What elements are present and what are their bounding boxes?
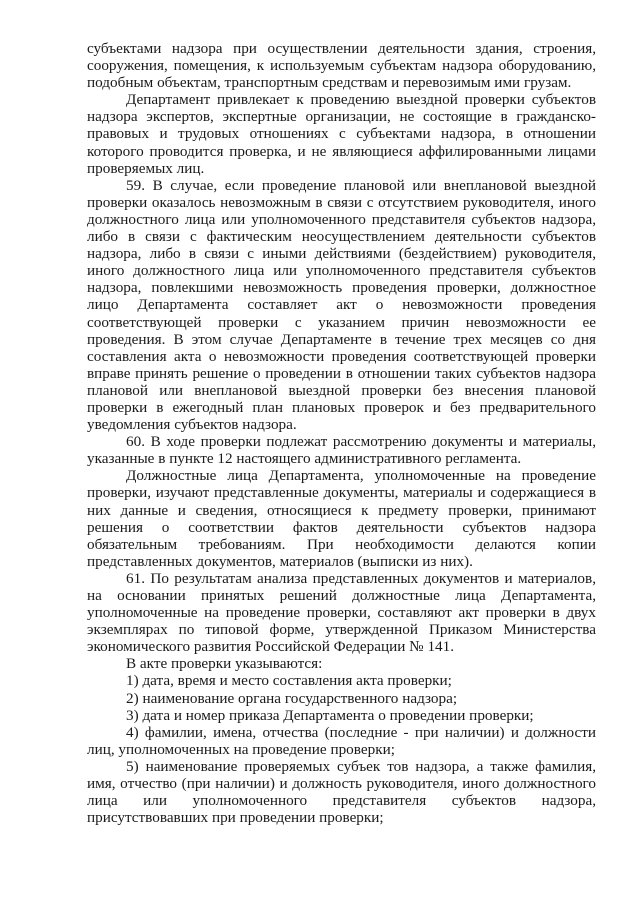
paragraph-2: Департамент привлекает к проведению выездной проверки субъектов надзора экспертов, экспертные организации, не состоящие в гражданско-правовых и трудовых отношениях с субъектами надзора, в отношении которого проводится проверка, и не являющиеся аффилированными лицами проверяемых лиц. [87,91,596,177]
document-body [87,40,596,826]
list-item-4: 4) фамилии, имена, отчества (последние - при наличии) и должности лиц, уполномоченных на проведение проверки; [87,723,596,758]
list-item-5: 5) наименование проверяемых субъек тов надзора, а также фамилия, имя, отчество (при наличии) и должность руководителя, иного должностного лица или уполномоченного представителя субъектов надзора, присутствовавших при проведении проверки; [87,757,596,827]
paragraph-60: 60. В ходе проверки подлежат рассмотрению документы и материалы, указанные в пункте 12 настоящего административного регламента. [87,433,596,468]
list-item-1: 1) дата, время и место составления акта проверки; [126,672,452,690]
list-item-2: 2) наименование органа государственного надзора; [126,689,458,707]
paragraph-59: 59. В случае, если проведение плановой или внеплановой выездной проверки оказалось невозможным в связи с отсутствием руководителя, иного должностного лица или уполномоченного представителя субъектов надзора, либо в связи с фактическим неосуществлением деятельности субъектов надзора, либо в связи с иными действиями (бездействием) руководителя, иного должностного лица или уполномоченного представителя субъектов надзора, повлекшими невозможность проведения проверки, должностное лицо Департамента составляет акт о невозможности проведения соответствующей проверки с указанием причин невозможности ее проведения. В этом случае Департаменте в течение трех месяцев со дня составления акта о невозможности проведения соответствующей проверки вправе принять решение о проведении в отношении таких субъектов надзора плановой или внеплановой выездной проверки без внесения плановой проверки в ежегодный план плановых проверок и без предварительного уведомления субъектов надзора. [87,176,596,434]
list-item-3: 3) дата и номер приказа Департамента о проведении проверки; [126,706,534,724]
paragraph-officials: Должностные лица Департамента, уполномоченные на проведение проверки, изучают представленные документы, материалы и содержащиеся в них данные и сведения, относящиеся к предмету проверки, принимают решения о соответствии фактов деятельности субъектов надзора обязательным требованиям. При необходимости делаются копии представленных документов, материалов (выписки из них). [87,467,596,570]
paragraph-1: субъектами надзора при осуществлении деятельности здания, строения, сооружения, помещения, к используемым субъектам надзора оборудованию, подобным объектам, транспортным средствам и перевозимым ими грузам. [87,40,596,92]
paragraph-act-contents: В акте проверки указываются: [126,655,323,673]
paragraph-61: 61. По результатам анализа представленных документов и материалов, на основании принятых решений должностные лица Департамента, уполномоченные на проведение проверки, составляют акт проверки в двух экземплярах по типовой форме, утвержденной Приказом Министерства экономического развития Российской Федерации № 141. [87,569,596,656]
